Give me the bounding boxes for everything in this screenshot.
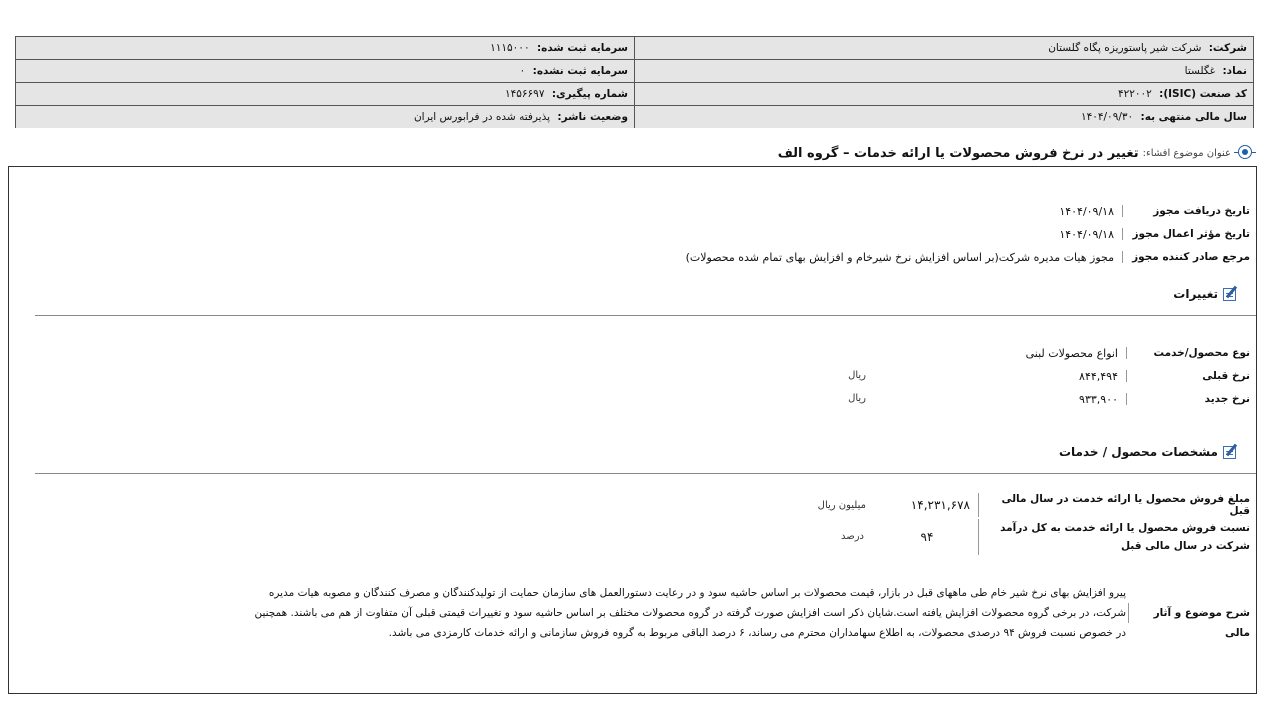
sales-ratio-label-line2: شرکت در سال مالی قبل xyxy=(1120,540,1250,552)
specs-section-title: مشخصات محصول / خدمات xyxy=(1058,444,1218,459)
sales-label: مبلغ فروش محصول یا ارائه خدمت در سال مالی قبل xyxy=(978,493,1256,517)
edit-note-icon xyxy=(1222,443,1240,460)
previous-rate-row xyxy=(1040,368,1256,384)
description-text xyxy=(46,583,1126,643)
receipt-date-value: ۱۴۰۴/۰۹/۱۸ xyxy=(1059,204,1114,218)
new-rate-label: نرخ جدید xyxy=(1126,393,1256,405)
receipt-date-label: تاریخ دریافت مجوز xyxy=(1122,205,1256,217)
disclosure-subject xyxy=(778,140,1256,166)
product-type-row xyxy=(1018,345,1256,361)
specs-section-header xyxy=(1059,443,1240,460)
edit-note-icon xyxy=(1222,285,1240,302)
effective-date-row xyxy=(1051,226,1256,242)
registered-capital-cell xyxy=(16,37,634,59)
description-line-3: در خصوص نسبت فروش ۹۴ درصدی محصولات، به اطلاع سهامداران محترم می رساند، ۶ درصد الباقی مربوط به گروه فروش سازمانی و ارائه خدمات کارمزدی می باشد. xyxy=(388,627,1126,639)
changes-divider xyxy=(35,315,1256,316)
publisher-status-value: پذیرفته شده در فرابورس ایران xyxy=(413,111,551,123)
issuer-row xyxy=(678,249,1256,265)
sales-row xyxy=(876,493,1256,517)
sales-ratio-row xyxy=(876,519,1256,555)
company-cell xyxy=(634,37,1253,59)
receipt-date-row xyxy=(1051,203,1256,219)
changes-section-title: تغییرات xyxy=(1173,286,1218,301)
specs-divider xyxy=(35,473,1256,474)
publisher-status-label: وضعیت ناشر: xyxy=(557,111,628,123)
symbol-value: غگلستا xyxy=(1184,65,1216,77)
effective-date-value: ۱۴۰۴/۰۹/۱۸ xyxy=(1059,227,1114,241)
description-line-1: پیرو افزایش بهای نرخ شیر خام طی ماههای قبل در بازار، قیمت محصولات بر اساس حاشیه سود و در رعایت دستورالعمل های سازمان حمایت از تولیدکنندگان و مصرف کنندگان و مصوبه هیات مدیره xyxy=(268,587,1126,599)
header-row-fiscal-year xyxy=(16,106,1253,128)
description-label: شرح موضوع و آثار مالی xyxy=(1128,603,1256,623)
new-rate-row xyxy=(1040,391,1256,407)
sales-ratio-label xyxy=(978,519,1256,555)
symbol-cell xyxy=(634,60,1253,82)
target-icon xyxy=(1236,143,1256,163)
disclosure-panel xyxy=(8,166,1257,694)
publisher-status-cell xyxy=(16,106,634,128)
sales-ratio-value: ۹۴ xyxy=(920,530,934,544)
tracking-number-cell xyxy=(16,83,634,105)
fiscal-year-value: ۱۴۰۴/۰۹/۳۰ xyxy=(1080,111,1134,123)
previous-rate-value: ۸۴۴,۴۹۴ xyxy=(1079,369,1118,383)
sales-value: ۱۴,۲۳۱,۶۷۸ xyxy=(910,498,970,512)
unregistered-capital-value: ۰ xyxy=(519,65,526,77)
registered-capital-label: سرمایه ثبت شده: xyxy=(536,42,628,54)
header-row-isic xyxy=(16,83,1253,106)
subject-label: عنوان موضوع افشاء: xyxy=(1142,147,1231,159)
sales-ratio-unit: درصد xyxy=(840,531,864,542)
header-row-company xyxy=(16,37,1253,60)
effective-date-label: تاریخ مؤثر اعمال مجوز xyxy=(1122,228,1256,240)
product-type-value: انواع محصولات لبنی xyxy=(1025,346,1118,360)
product-type-label: نوع محصول/خدمت xyxy=(1126,347,1256,359)
unregistered-capital-cell xyxy=(16,60,634,82)
subject-title: تغییر در نرخ فروش محصولات یا ارائه خدمات – گروه الف xyxy=(777,145,1139,161)
fiscal-year-cell xyxy=(634,106,1253,128)
new-rate-value: ۹۳۳,۹۰۰ xyxy=(1079,392,1118,406)
company-label: شرکت: xyxy=(1208,42,1247,54)
issuer-value: مجوز هیات مدیره شرکت(بر اساس افزایش نرخ شیرخام و افزایش بهای تمام شده محصولات) xyxy=(685,250,1114,264)
unregistered-capital-label: سرمایه ثبت نشده: xyxy=(532,65,628,77)
header-row-symbol xyxy=(16,60,1253,83)
description-line-2: شرکت، در برخی گروه محصولات افزایش یافته است.شایان ذکر است افزایش صورت گرفته در گروه محصولات مختلف بر اساس حاشیه سود و تغییرات قیمتی قبلی آن متفاوت از هم می باشند. همچنین xyxy=(254,607,1126,619)
isic-value: ۴۲۲۰۰۲ xyxy=(1117,88,1152,100)
changes-section-header xyxy=(1173,285,1240,302)
tracking-number-label: شماره پیگیری: xyxy=(551,88,628,100)
new-rate-unit: ریال xyxy=(848,393,866,404)
company-value: شرکت شیر پاستوریزه پگاه گلستان xyxy=(1048,42,1202,54)
issuer-label: مرجع صادر کننده مجوز xyxy=(1122,251,1256,263)
isic-label: کد صنعت (ISIC): xyxy=(1159,88,1247,100)
header-info-table xyxy=(15,36,1254,128)
fiscal-year-label: سال مالی منتهی به: xyxy=(1140,111,1247,123)
registered-capital-value: ۱۱۱۵۰۰۰ xyxy=(490,42,530,54)
tracking-number-value: ۱۴۵۶۶۹۷ xyxy=(504,88,545,100)
previous-rate-unit: ریال xyxy=(848,370,866,381)
sales-ratio-label-line1: نسبت فروش محصول یا ارائه خدمت به کل درآمد xyxy=(1000,522,1250,534)
isic-cell xyxy=(634,83,1253,105)
previous-rate-label: نرخ قبلی xyxy=(1126,370,1256,382)
symbol-label: نماد: xyxy=(1222,65,1247,77)
sales-unit: میلیون ریال xyxy=(817,500,866,511)
